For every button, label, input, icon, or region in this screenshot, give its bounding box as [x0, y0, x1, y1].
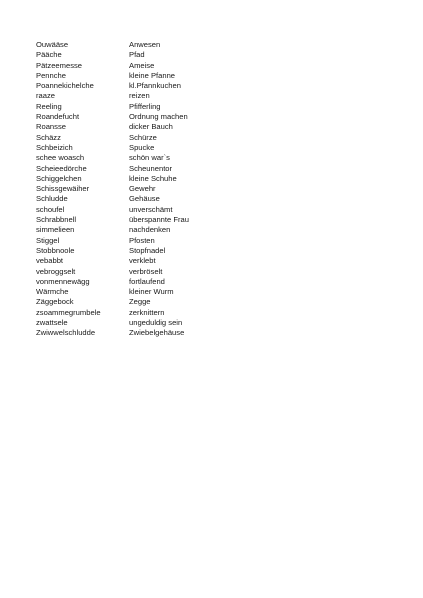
glossary-row — [36, 246, 396, 256]
standard-meaning: schön war`s — [129, 153, 170, 163]
standard-meaning: überspannte Frau — [129, 215, 189, 225]
glossary-row — [36, 81, 396, 91]
standard-meaning: kleiner Wurm — [129, 287, 174, 297]
glossary-row — [36, 328, 396, 338]
dialect-term: Schäzz — [36, 132, 61, 142]
glossary-row — [36, 194, 396, 204]
standard-meaning: Stopfnadel — [129, 245, 166, 255]
glossary-row — [36, 61, 396, 71]
glossary-row — [36, 215, 396, 225]
glossary-row — [36, 102, 396, 112]
glossary-row — [36, 50, 396, 60]
dialect-term: Zäggebock — [36, 297, 74, 307]
dialect-term: Roandefucht — [36, 112, 80, 122]
standard-meaning: kl.Pfannkuchen — [129, 81, 181, 91]
dialect-term: Schiggelchen — [36, 173, 82, 183]
dialect-term: Stiggel — [36, 235, 60, 245]
glossary-row — [36, 153, 396, 163]
standard-meaning: Pfosten — [129, 235, 155, 245]
dialect-term: vebabbt — [36, 256, 64, 266]
dialect-term: schee woasch — [36, 153, 85, 163]
standard-meaning: Scheunentor — [129, 163, 173, 173]
glossary-row — [36, 277, 396, 287]
standard-meaning: Schürze — [129, 132, 157, 142]
dialect-term: vonmennewägg — [36, 276, 90, 286]
glossary-row — [36, 91, 396, 101]
glossary-row — [36, 40, 396, 50]
glossary-row — [36, 308, 396, 318]
glossary-row — [36, 205, 396, 215]
dialect-term: Schissgewäiher — [36, 184, 90, 194]
dialect-term: Wärmche — [36, 287, 69, 297]
standard-meaning: Gewehr — [129, 184, 156, 194]
dialect-term: Reeling — [36, 101, 62, 111]
dialect-term: Pätzeemesse — [36, 60, 83, 70]
glossary-row — [36, 318, 396, 328]
standard-meaning: verbröselt — [129, 266, 163, 276]
glossary-row — [36, 236, 396, 246]
glossary-row — [36, 174, 396, 184]
dialect-term: Pääche — [36, 50, 62, 60]
glossary-row — [36, 287, 396, 297]
dialect-term: Scheieedörche — [36, 163, 87, 173]
dialect-term: raaze — [36, 91, 55, 101]
glossary-row — [36, 164, 396, 174]
standard-meaning: Pfad — [129, 50, 145, 60]
glossary-row — [36, 225, 396, 235]
standard-meaning: verklebt — [129, 256, 156, 266]
dialect-term: simmelieen — [36, 225, 75, 235]
standard-meaning: reizen — [129, 91, 150, 101]
standard-meaning: Zwiebelgehäuse — [129, 328, 185, 338]
standard-meaning: Gehäuse — [129, 194, 160, 204]
glossary-row — [36, 133, 396, 143]
standard-meaning: Zegge — [129, 297, 151, 307]
dialect-term: Schrabbnell — [36, 215, 77, 225]
dialect-term: Roansse — [36, 122, 66, 132]
standard-meaning: Pfifferling — [129, 101, 161, 111]
dialect-term: Schludde — [36, 194, 68, 204]
dialect-term: Zwiwwelschludde — [36, 328, 96, 338]
glossary-row — [36, 122, 396, 132]
dialect-term: Stobbnoole — [36, 245, 75, 255]
standard-meaning: kleine Schuhe — [129, 173, 177, 183]
glossary-list — [36, 40, 396, 339]
standard-meaning: dicker Bauch — [129, 122, 173, 132]
standard-meaning: unverschämt — [129, 204, 173, 214]
glossary-row — [36, 184, 396, 194]
standard-meaning: nachdenken — [129, 225, 171, 235]
standard-meaning: Ameise — [129, 60, 155, 70]
standard-meaning: Spucke — [129, 142, 155, 152]
dialect-term: zsoammegrumbele — [36, 307, 101, 317]
standard-meaning: zerknittern — [129, 307, 165, 317]
dialect-term: vebroggselt — [36, 266, 76, 276]
standard-meaning: fortlaufend — [129, 276, 165, 286]
glossary-row — [36, 143, 396, 153]
dialect-term: Poannekichelche — [36, 81, 94, 91]
standard-meaning: ungeduldig sein — [129, 318, 183, 328]
dialect-term: zwattsele — [36, 318, 68, 328]
dialect-term: Ouwääse — [36, 40, 69, 49]
dialect-term: Schbeizich — [36, 142, 73, 152]
glossary-row — [36, 71, 396, 81]
glossary-row — [36, 112, 396, 122]
glossary-row — [36, 297, 396, 307]
standard-meaning: Ordnung machen — [129, 112, 188, 122]
standard-meaning: Anwesen — [129, 40, 161, 49]
dialect-term: Pennche — [36, 70, 66, 80]
glossary-row — [36, 267, 396, 277]
glossary-row — [36, 256, 396, 266]
standard-meaning: kleine Pfanne — [129, 70, 176, 80]
dialect-term: schoufel — [36, 204, 65, 214]
